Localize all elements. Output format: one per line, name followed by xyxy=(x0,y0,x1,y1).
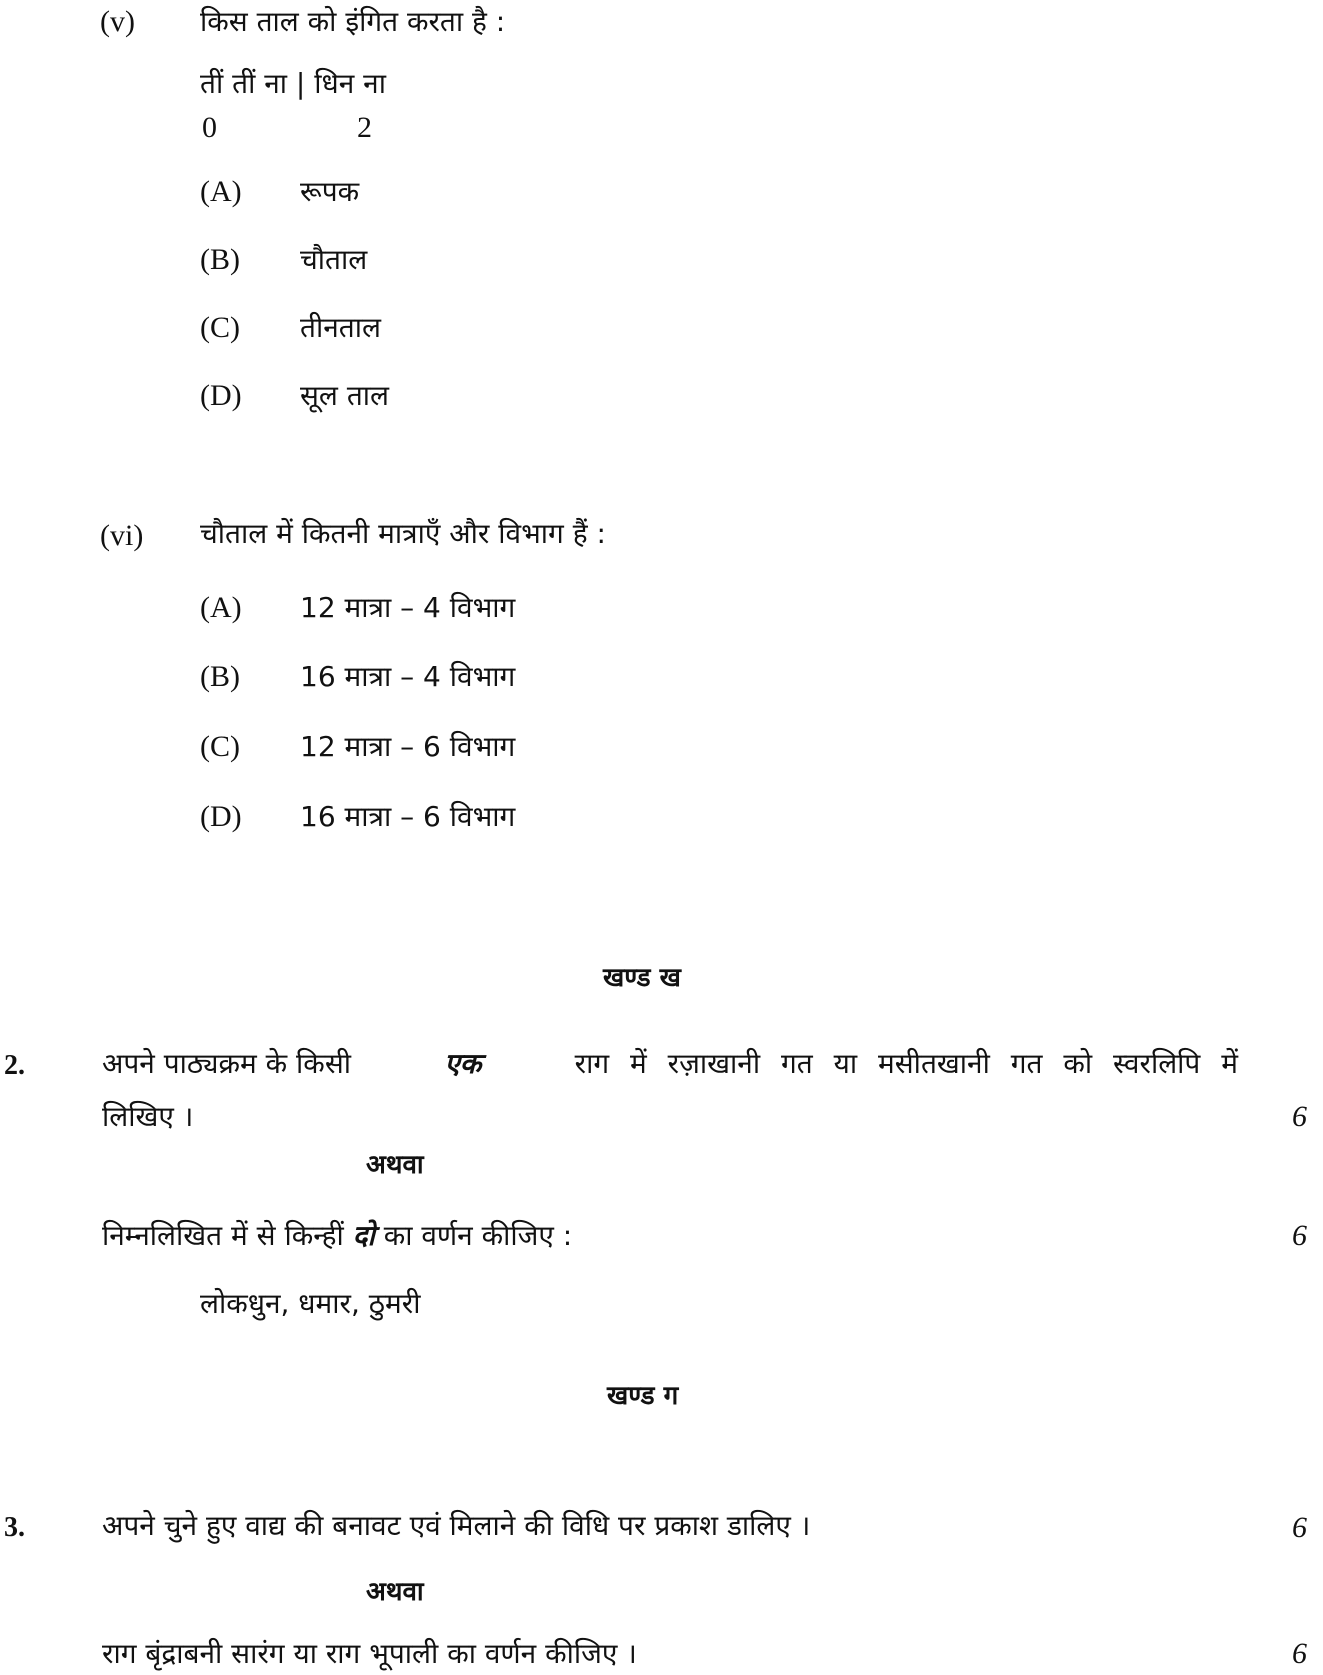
question-3-alternate: राग बृंद्राबनी सारंग या राग भूपाली का वर्णन कीजिए । xyxy=(102,1637,637,1670)
question-v-option-b xyxy=(200,240,367,280)
question-vi-number: (vi) xyxy=(100,519,144,552)
question-2-alternate-marks: 6 xyxy=(1292,1219,1307,1252)
alternate-text-part2: का वर्णन कीजिए : xyxy=(383,1219,573,1252)
question-vi-option-a xyxy=(200,588,515,628)
question-v-prompt: किस ताल को इंगित करता है : xyxy=(200,5,506,38)
option-text: चौताल xyxy=(300,243,368,276)
alternate-text-part1: निम्नलिखित में से किन्हीं xyxy=(102,1219,344,1252)
section-c-heading: खण्ड ग xyxy=(607,1381,679,1411)
option-text: सूल ताल xyxy=(300,379,390,412)
question-vi-option-b xyxy=(200,657,515,697)
question-v-number: (v) xyxy=(100,5,135,38)
option-label: (A) xyxy=(200,175,242,208)
option-text: 12 मात्रा – 6 विभाग xyxy=(300,730,516,763)
question-2-text-part2: राग में रज़ाखानी गत या मसीतखानी गत को स्वरलिपि में xyxy=(574,1047,1238,1080)
option-text: रूपक xyxy=(300,175,360,208)
section-c-or-label: अथवा xyxy=(366,1577,424,1607)
question-vi-prompt: चौताल में कितनी मात्राएँ और विभाग हैं : xyxy=(200,517,606,550)
question-v-marker-taali: 2 xyxy=(357,111,372,144)
question-v-option-a xyxy=(200,172,359,212)
option-label: (A) xyxy=(200,591,242,624)
option-label: (C) xyxy=(200,730,240,763)
question-3-marks: 6 xyxy=(1292,1511,1307,1544)
option-text: 16 मात्रा – 4 विभाग xyxy=(300,660,516,693)
question-2-marks: 6 xyxy=(1292,1100,1307,1133)
question-v-bols: तीं तीं ना | धिन ना xyxy=(200,67,386,100)
question-2-alternate-items: लोकधुन, धमार, ठुमरी xyxy=(200,1287,421,1320)
question-v-option-d xyxy=(200,376,389,416)
question-vi-option-d xyxy=(200,797,515,837)
question-3-alternate-marks: 6 xyxy=(1292,1637,1307,1670)
alternate-emphasis: दो xyxy=(352,1219,375,1252)
option-label: (D) xyxy=(200,800,242,833)
question-2-line2: लिखिए । xyxy=(102,1100,194,1133)
option-label: (D) xyxy=(200,379,242,412)
question-2-text-part1: अपने पाठ्यक्रम के किसी xyxy=(102,1047,351,1080)
question-3-number: 3. xyxy=(4,1512,25,1543)
question-v-marker-khali: 0 xyxy=(202,111,217,144)
question-3-text: अपने चुने हुए वाद्य की बनावट एवं मिलाने की विधि पर प्रकाश डालिए । xyxy=(102,1509,811,1542)
question-2-line1 xyxy=(102,1044,1238,1084)
question-v-option-c xyxy=(200,308,381,348)
option-label: (B) xyxy=(200,243,240,276)
question-2-number: 2. xyxy=(4,1050,25,1081)
question-2-alternate xyxy=(102,1216,572,1256)
option-label: (C) xyxy=(200,311,240,344)
option-text: 16 मात्रा – 6 विभाग xyxy=(300,800,516,833)
option-text: तीनताल xyxy=(300,311,381,344)
question-vi-option-c xyxy=(200,727,515,767)
option-label: (B) xyxy=(200,660,240,693)
section-b-heading: खण्ड ख xyxy=(603,963,681,993)
option-text: 12 मात्रा – 4 विभाग xyxy=(300,591,516,624)
question-2-emphasis: एक xyxy=(444,1047,482,1080)
section-b-or-label: अथवा xyxy=(366,1150,424,1180)
